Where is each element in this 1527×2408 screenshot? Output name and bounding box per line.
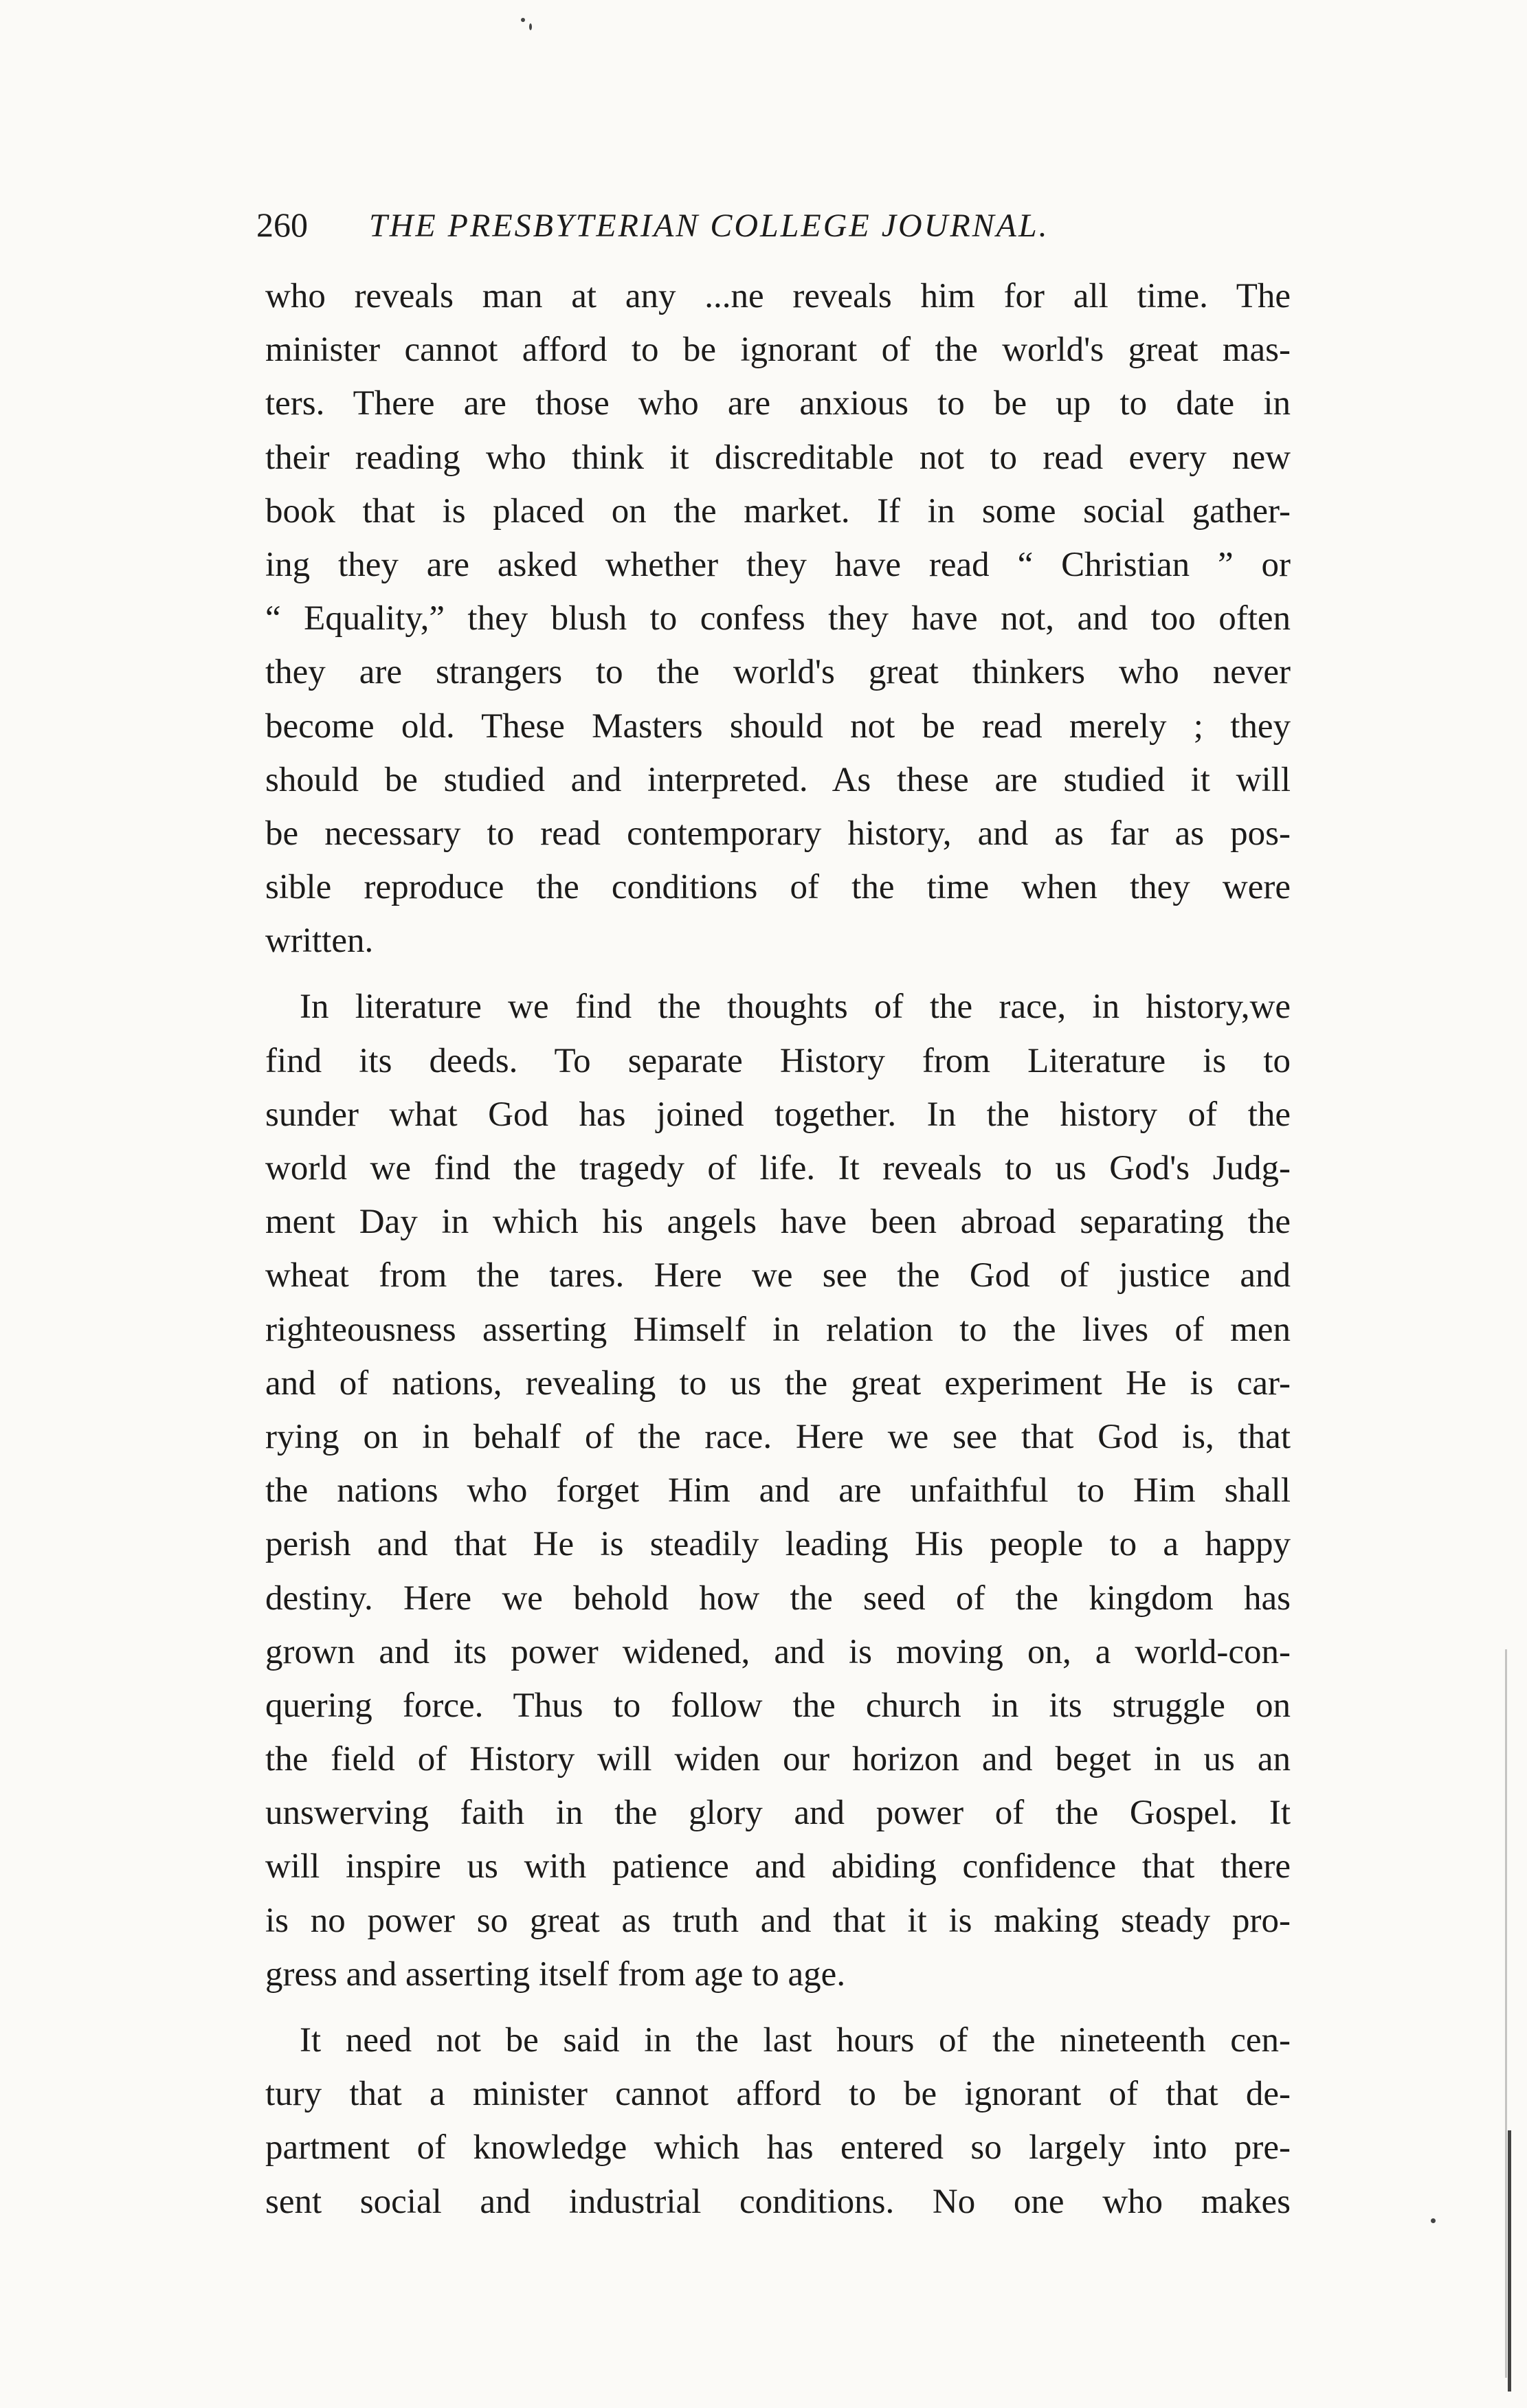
text-line: sent social and industrial conditions. No one who makes [265,2182,1291,2221]
text-line: grown and its power widened, and is moving on, a world-con- [265,1632,1291,1671]
text-line: ment Day in which his angels have been abroad separating the [265,1203,1291,1242]
text-line: become old. These Masters should not be read merely ; they [265,706,1291,746]
text-line: is no power so great as truth and that it is making steady pro- [265,1901,1291,1940]
paragraph-1 [265,269,1291,968]
text-line: perish and that He is steadily leading His people to a happy [265,1525,1291,1564]
scan-speck [1431,2218,1436,2223]
text-line: “ Equality,” they blush to confess they have not, and too often [265,599,1291,638]
text-line: ters. There are those who are anxious to be up to date in [265,384,1291,423]
text-line: gress and asserting itself from age to age. [265,1954,846,1994]
paragraph-3 [265,2014,1291,2229]
text-line: destiny. Here we behold how the seed of the kingdom has [265,1579,1291,1618]
text-line: world we find the tragedy of life. It reveals to us God's Judg- [265,1149,1291,1188]
text-line: quering force. Thus to follow the church in its struggle on [265,1686,1291,1725]
text-line: rying on in behalf of the race. Here we see that God is, that [265,1417,1291,1456]
text-line: should be studied and interpreted. As these are studied it will [265,760,1291,799]
text-line: righteousness asserting Himself in relation to the lives of men [265,1310,1291,1349]
text-line: partment of knowledge which has entered so largely into pre- [265,2128,1291,2167]
text-line: tury that a minister cannot afford to be ignorant of that de- [265,2075,1291,2114]
text-line: sible reproduce the conditions of the time when they were [265,868,1291,907]
text-line: It need not be said in the last hours of the nineteenth cen- [300,2021,1291,2060]
text-line: wheat from the tares. Here we see the God of justice and [265,1256,1291,1295]
text-line: book that is placed on the market. If in some social gather- [265,491,1291,531]
text-line: the field of History will widen our horizon and beget in us an [265,1740,1291,1779]
text-line: who reveals man at any ...ne reveals him for all time. The [265,277,1291,315]
page-edge-shadow [1505,1649,1507,2378]
text-line: they are strangers to the world's great thinkers who never [265,653,1291,692]
text-line: In literature we find the thoughts of the race, in history,we [300,988,1291,1027]
text-line: be necessary to read contemporary history, and as far as pos- [265,814,1291,853]
text-line: their reading who think it discreditable not to read every new [265,438,1291,477]
text-line: sunder what God has joined together. In the history of the [265,1095,1291,1134]
body-text [265,269,1291,2229]
text-line: and of nations, revealing to us the great experiment He is car- [265,1363,1291,1403]
text-line: written. [265,922,374,961]
page-number: 260 [256,205,308,244]
text-line: find its deeds. To separate History from Literature is to [265,1041,1291,1080]
scan-speck [529,23,532,30]
paragraph-2 [265,980,1291,2001]
text-line: unswerving faith in the glory and power of the Gospel. It [265,1794,1291,1833]
text-line: will inspire us with patience and abiding confidence that there [265,1847,1291,1886]
text-line: minister cannot afford to be ignorant of the world's great mas- [265,331,1291,370]
running-title: THE PRESBYTERIAN COLLEGE JOURNAL. [369,208,1049,244]
page-header [256,201,1287,249]
text-line: the nations who forget Him and are unfaithful to Him shall [265,1471,1291,1510]
page-edge-shadow [1508,2130,1511,2392]
scan-speck [521,18,525,22]
text-line: ing they are asked whether they have read “ Christian ” or [265,545,1291,584]
